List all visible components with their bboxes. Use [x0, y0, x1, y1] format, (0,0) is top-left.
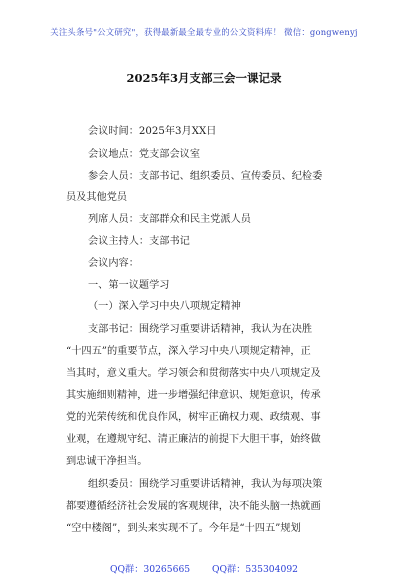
document-title: 2025年3月支部三会一课记录: [126, 71, 282, 85]
paragraph-1-line: “十四五”的重要节点，深入学习中央八项规定精神，正: [66, 346, 311, 357]
paragraph-2-line: “空中楼阁”，到头来实现不了。今年是“十四五”规划: [66, 523, 301, 534]
promo-header: 关注头条号"公文研究"，获得最新最全最专业的公文资料库！ 微信：gongwenyj: [50, 27, 358, 37]
attendees-line-2: 员及其他党员: [66, 192, 128, 203]
attendees-line-1: 参会人员：支部书记、组织委员、宣传委员、纪检委: [88, 171, 323, 182]
paragraph-1-line: 当其时，意义重大。学习领会和贯彻落实中央八项规定及: [66, 368, 321, 379]
qq-group-1: QQ群：30265665: [109, 564, 191, 575]
paragraph-2-line: 都要遵循经济社会发展的客观规律，决不能头脑一热就画: [66, 501, 321, 512]
qq-group-2: QQ群：535304092: [211, 564, 299, 575]
section-1-title: 一、第一议题学习: [88, 280, 170, 291]
paragraph-1-line: 党的光荣传统和优良作风，树牢正确权力观、政绩观、事: [66, 412, 321, 423]
meeting-place: 会议地点：党支部会议室: [88, 149, 201, 160]
section-1-subtitle: （一）深入学习中央八项规定精神: [88, 301, 241, 312]
paragraph-1-line: 业观，在遵规守纪、清正廉洁的前提下大胆干事，始终做: [66, 434, 321, 445]
observers: 列席人员：支部群众和民主党派人员: [88, 214, 251, 225]
paragraph-1-line: 支部书记：围绕学习重要讲话精神，我认为在决胜: [88, 324, 313, 335]
meeting-host: 会议主持人：支部书记: [88, 236, 190, 247]
footer-contact: [0, 561, 408, 575]
paragraph-1-line: 到忠诚干净担当。: [66, 456, 148, 467]
paragraph-1-line: 其实施细则精神，进一步增强纪律意识、规矩意识，传承: [66, 390, 321, 401]
paragraph-2-line: 组织委员：围绕学习重要讲话精神，我认为每项决策: [88, 479, 323, 490]
meeting-content-label: 会议内容：: [88, 258, 139, 269]
meeting-time: 会议时间：2025年3月XX日: [88, 126, 217, 137]
